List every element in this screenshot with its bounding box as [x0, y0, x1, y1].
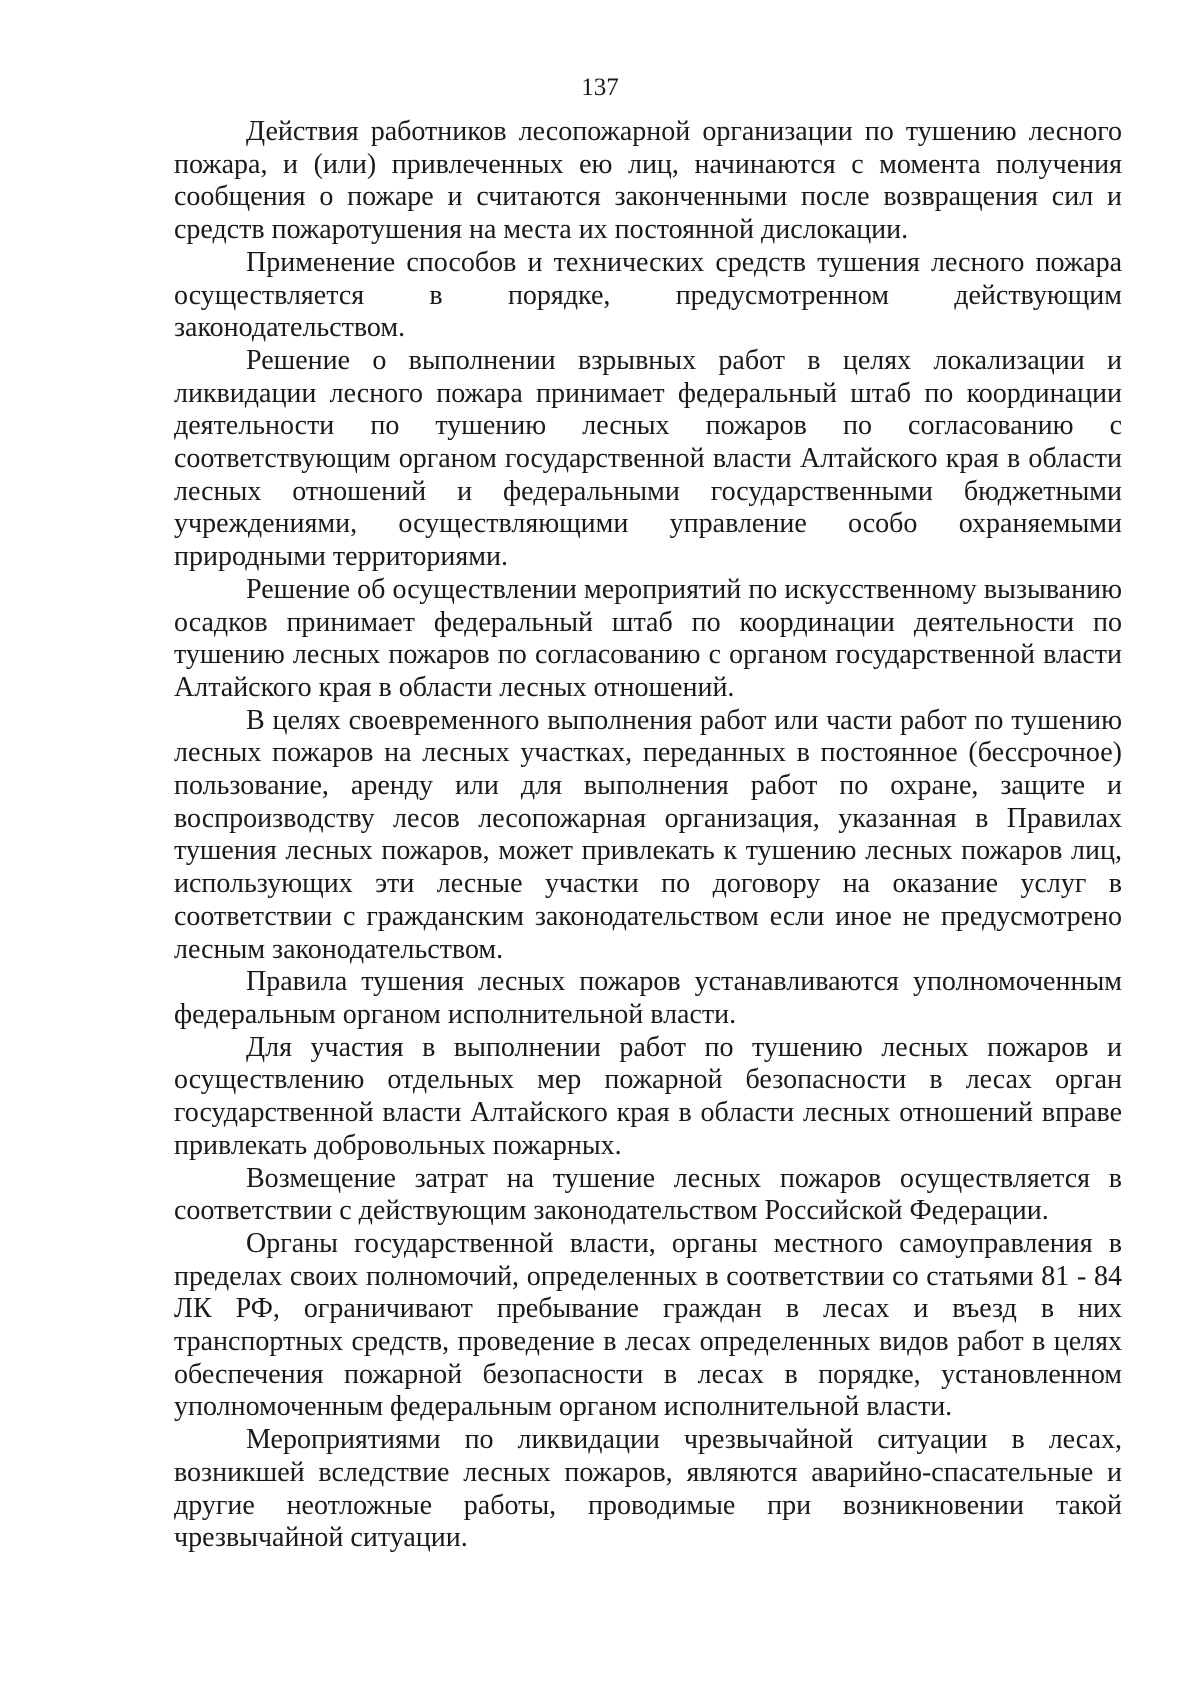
- document-body: [174, 116, 1122, 1555]
- paragraph-volunteer-firefighters: Для участия в выполнении работ по тушению лесных пожаров и осуществлению отдельных мер пожарной безопасности в лесах орган государственной власти Алтайского края в области лесных отношений вправе привлекать добровольных пожарных.: [174, 1031, 1122, 1161]
- page-number: 137: [581, 74, 619, 101]
- paragraph-explosive-works: Решение о выполнении взрывных работ в целях локализации и ликвидации лесного пожара принимает федеральный штаб по координации деятельности по тушению лесных пожаров по согласованию с соответствующим органом государственной власти Алтайского края в области лесных отношений и федеральными государственными бюджетными учреждениями, осуществляющими управление особо охраняемыми природными территориями.: [174, 344, 1122, 573]
- paragraph-firefighting-rules: Правила тушения лесных пожаров устанавливаются уполномоченным федеральным органом исполнительной власти.: [174, 966, 1122, 1030]
- paragraph-firefighting-duration: Действия работников лесопожарной организации по тушению лесного пожара, и (или) привлеченных ею лиц, начинаются с момента получения сообщения о пожаре и считаются законченными после возвращения сил и средств пожаротушения на места их постоянной дислокации.: [174, 116, 1122, 246]
- paragraph-methods-application: Применение способов и технических средств тушения лесного пожара осуществляется в порядке, предусмотренном действующим законодательством.: [174, 246, 1122, 344]
- paragraph-emergency-response: Мероприятиями по ликвидации чрезвычайной ситуации в лесах, возникшей вследствие лесных пожаров, являются аварийно-спасательные и другие неотложные работы, проводимые при возникновении такой чрезвычайной ситуации.: [174, 1424, 1122, 1554]
- paragraph-cost-reimbursement: Возмещение затрат на тушение лесных пожаров осуществляется в соответствии с действующим законодательством Российской Федерации.: [174, 1162, 1122, 1227]
- paragraph-artificial-precipitation: Решение об осуществлении мероприятий по искусственному вызыванию осадков принимает федеральный штаб по координации деятельности по тушению лесных пожаров по согласованию с органом государственной власти Алтайского края в области лесных отношений.: [174, 573, 1122, 703]
- paragraph-access-restrictions: Органы государственной власти, органы местного самоуправления в пределах своих полномочий, определенных в соответствии со статьями 81 - 84 ЛК РФ, ограничивают пребывание граждан в лесах и въезд в них транспортных средств, проведение в лесах определенных видов работ в целях обеспечения пожарной безопасности в лесах в порядке, установленном уполномоченным федеральным органом исполнительной власти.: [174, 1227, 1122, 1423]
- paragraph-engaging-land-users: В целях своевременного выполнения работ или части работ по тушению лесных пожаров на лесных участках, переданных в постоянное (бессрочное) пользование, аренду или для выполнения работ по охране, защите и воспроизводству лесов лесопожарная организация, указанная в Правилах тушения лесных пожаров, может привлекать к тушению лесных пожаров лиц, использующих эти лесные участки по договору на оказание услуг в соответствии с гражданским законодательством если иное не предусмотрено лесным законодательством.: [174, 704, 1122, 965]
